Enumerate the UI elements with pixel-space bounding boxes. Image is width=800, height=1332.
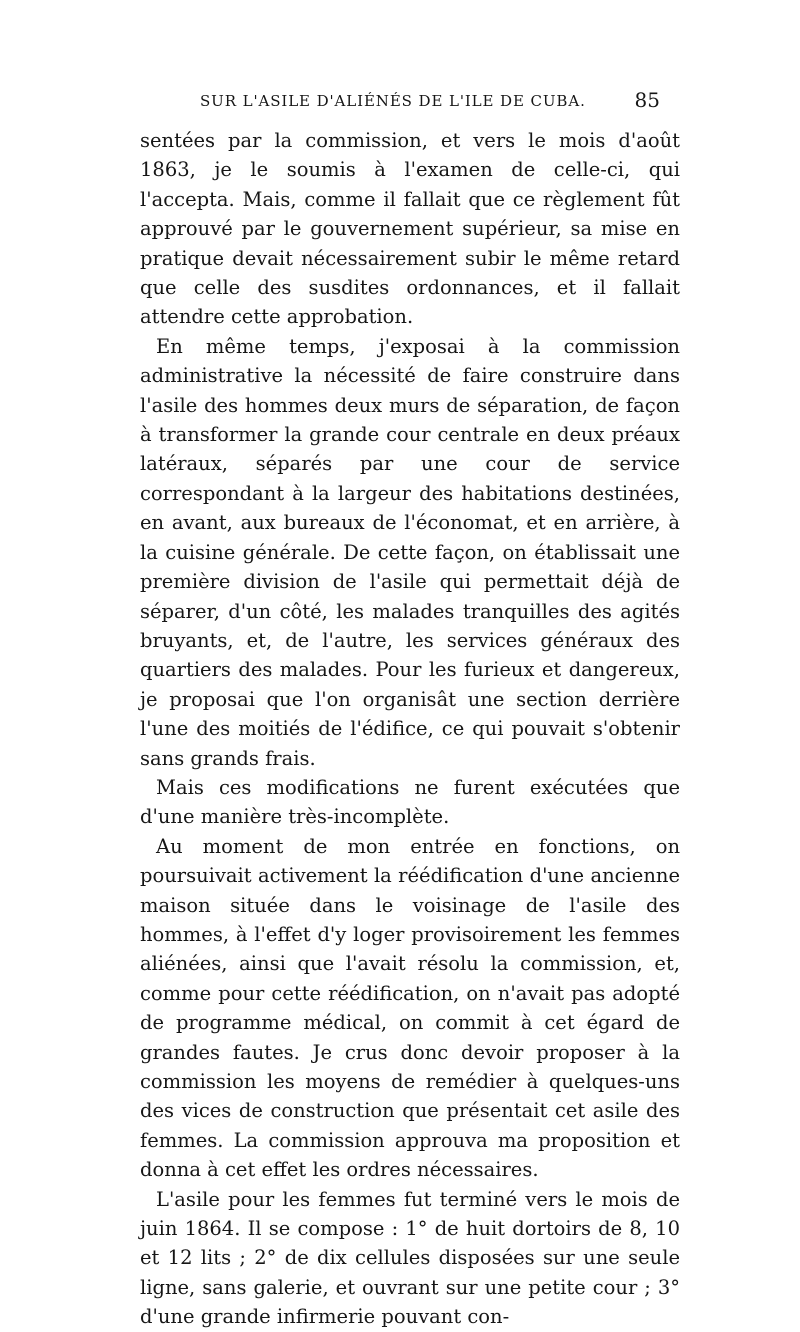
running-title: SUR L'ASILE D'ALIÉNÉS DE L'ILE DE CUBA.	[200, 92, 586, 110]
paragraph: En même temps, j'exposai à la commission administrative la nécessité de faire construire dans l'asile des hommes deux murs de séparation, de façon à transformer la grande cour centrale en deux préaux latéraux, séparés par une cour de service correspondant à la largeur des habitations destinées, en avant, aux bureaux de l'économat, et en arrière, à la cuisine générale. De cette façon, on établissait une première division de l'asile qui permettait déjà de séparer, d'un côté, les malades tranquilles des agités bruyants, et, de l'autre, les services généraux des quartiers des malades. Pour les furieux et dangereux, je proposai que l'on organisât une section derrière l'une des moitiés de l'édifice, ce qui pouvait s'obtenir sans grands frais.	[140, 334, 680, 770]
paragraph: L'asile pour les femmes fut terminé vers le mois de juin 1864. Il se compose : 1° de huit dortoirs de 8, 10 et 12 lits ; 2° de dix cellules disposées sur une seule ligne, sans galerie, et ouvrant sur une petite cour ; 3° d'une grande infirmerie pouvant con-	[140, 1187, 680, 1329]
body-text	[140, 126, 680, 1332]
running-head	[140, 88, 660, 118]
paragraph: Mais ces modifications ne furent exécutées que d'une manière très-incomplète.	[140, 775, 680, 829]
page-number: 85	[634, 88, 660, 112]
paragraph: Au moment de mon entrée en fonctions, on poursuivait activement la réédification d'une ancienne maison située dans le voisinage de l'asile des hommes, à l'effet d'y loger provisoirement les femmes aliénées, ainsi que l'avait résolu la commission, et, comme pour cette réédification, on n'avait pas adopté de programme médical, on commit à cet égard de grandes fautes. Je crus donc devoir proposer à la commission les moyens de remédier à quelques-uns des vices de construction que présentait cet asile des femmes. La commission approuva ma proposition et donna à cet effet les ordres nécessaires.	[140, 834, 680, 1182]
paragraph-continued: sentées par la commission, et vers le mois d'août 1863, je le soumis à l'examen de celle-ci, qui l'accepta. Mais, comme il fallait que ce règlement fût approuvé par le gouvernement supérieur, sa mise en pratique devait nécessairement subir le même retard que celle des susdites ordonnances, et il fallait attendre cette approbation.	[140, 129, 680, 329]
